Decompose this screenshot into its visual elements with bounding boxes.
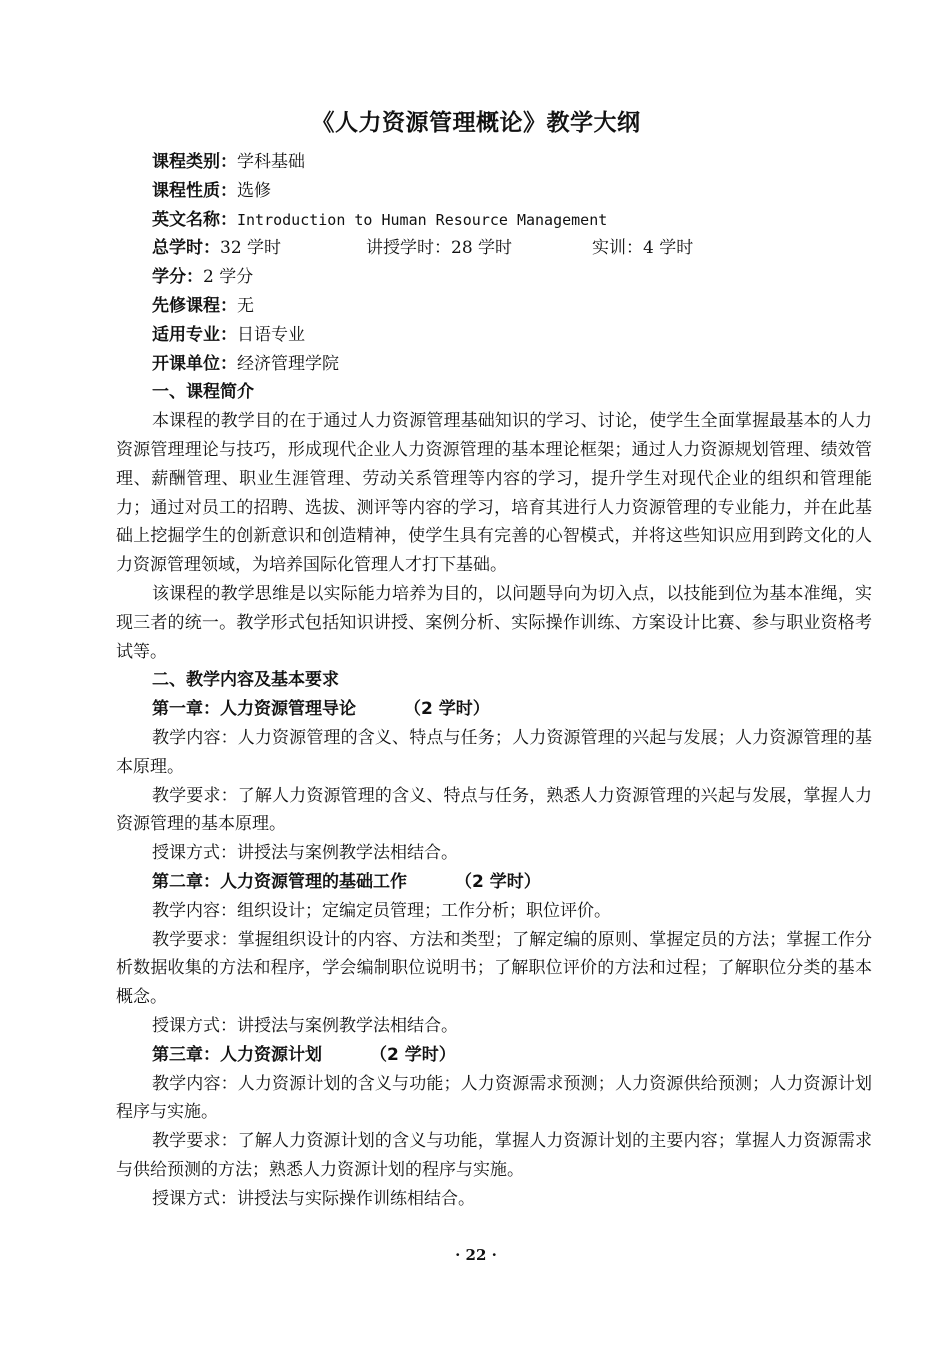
intro-paragraph-1: 本课程的教学目的在于通过人力资源管理基础知识的学习、讨论，使学生全面掌握最基本的人力资源管理理论与技巧，形成现代企业人力资源管理的基本理论框架；通过人力资源规划管理、绩效管理、薪酬管理、职业生涯管理、劳动关系管理等内容的学习，提升学生对现代企业的组织和管理能力；通过对员工的招聘、选拔、测评等内容的学习，培育其进行人力资源管理的专业能力，并在此基础上挖掘学生的创新意识和创造精神，使学生具有完善的心智模式，并将这些知识应用到跨文化的人力资源管理领域，为培养国际化管理人才打下基础。	[116, 411, 872, 576]
intro-paragraph-2: 该课程的教学思维是以实际能力培养为目的，以问题导向为切入点，以技能到位为基本准绳，实现三者的统一。教学形式包括知识讲授、案例分析、实际操作训练、方案设计比赛、参与职业资格考试等。	[116, 583, 872, 662]
meta-hours: 总学时：32 学时 讲授学时：28 学时 实训：4 学时	[152, 238, 694, 259]
section2-heading: 二、教学内容及基本要求	[152, 670, 339, 691]
meta-unit: 开课单位：经济管理学院	[152, 353, 339, 374]
meta-credit: 学分：2 学分	[152, 267, 254, 288]
chapter3-content: 教学内容：人力资源计划的含义与功能；人力资源需求预测；人力资源供给预测；人力资源计划程序与实施。	[116, 1073, 872, 1123]
meta-nature: 课程性质：选修	[152, 180, 271, 201]
document-title: 《人力资源管理概论》教学大纲	[311, 110, 641, 136]
chapter2-heading: 第二章：人力资源管理的基础工作 （2 学时）	[152, 871, 541, 892]
section1-heading: 一、课程简介	[152, 382, 254, 403]
chapter2-requirement: 教学要求：掌握组织设计的内容、方法和类型；了解定编的原则、掌握定员的方法；掌握工作分析数据收集的方法和程序，学会编制职位说明书；了解职位评价的方法和过程；了解职位分类的基本概念。	[116, 929, 872, 1008]
chapter1-heading: 第一章：人力资源管理导论 （2 学时）	[152, 699, 490, 720]
chapter3-requirement: 教学要求：了解人力资源计划的含义与功能，掌握人力资源计划的主要内容；掌握人力资源需求与供给预测的方法；熟悉人力资源计划的程序与实施。	[116, 1131, 872, 1180]
chapter1-content: 教学内容：人力资源管理的含义、特点与任务；人力资源管理的兴起与发展；人力资源管理的基本原理。	[116, 727, 872, 777]
chapter1-method: 授课方式：讲授法与案例教学法相结合。	[152, 843, 458, 864]
chapter2-method: 授课方式：讲授法与案例教学法相结合。	[152, 1015, 458, 1036]
meta-english-name: 英文名称：Introduction to Human Resource Management	[152, 209, 608, 230]
chapter1-requirement: 教学要求：了解人力资源管理的含义、特点与任务，熟悉人力资源管理的兴起与发展，掌握人力资源管理的基本原理。	[116, 785, 872, 835]
chapter3-method: 授课方式：讲授法与实际操作训练相结合。	[152, 1188, 475, 1209]
meta-prerequisite: 先修课程：无	[152, 295, 254, 316]
chapter2-content: 教学内容：组织设计；定编定员管理；工作分析；职位评价。	[152, 900, 611, 921]
meta-category: 课程类别：学科基础	[152, 152, 305, 172]
page-number: · 22 ·	[455, 1246, 497, 1264]
chapter3-heading: 第三章：人力资源计划 （2 学时）	[152, 1044, 456, 1065]
syllabus-body	[116, 148, 872, 1213]
meta-major: 适用专业：日语专业	[152, 324, 305, 345]
